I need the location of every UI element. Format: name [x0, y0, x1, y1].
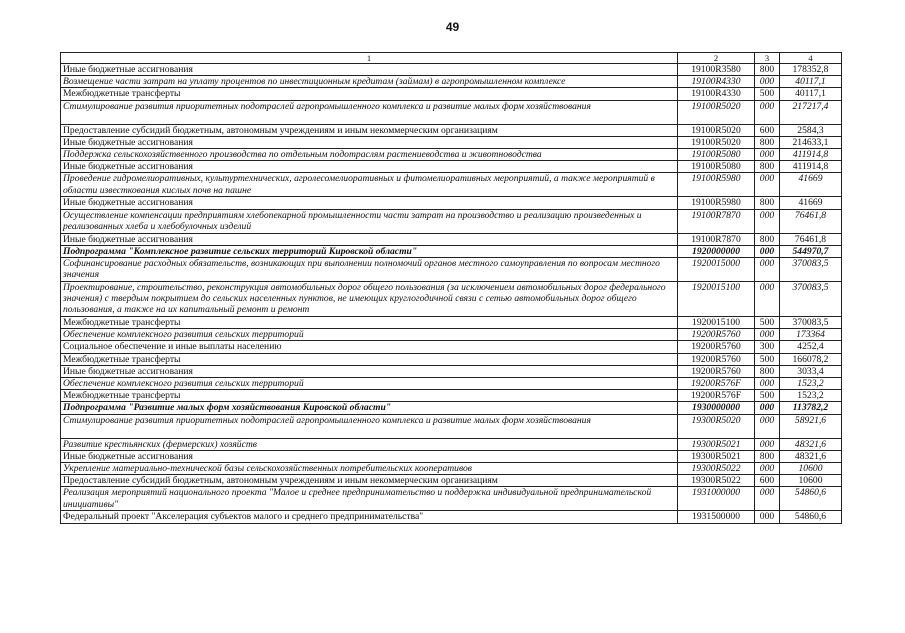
budget-code: 1920015000 — [678, 258, 755, 282]
row-name: Реализация мероприятий национального проекта "Малое и среднее предпринимательство и поддержка индивидуальной предпринимательской инициативы" — [61, 487, 678, 511]
budget-code: 19100R5980 — [678, 173, 755, 197]
table-row — [61, 414, 842, 438]
budget-code: 1920000000 — [678, 245, 755, 257]
expense-type: 000 — [755, 245, 780, 257]
table-row — [61, 450, 842, 462]
expense-type: 000 — [755, 487, 780, 511]
amount: 2584,3 — [780, 124, 842, 136]
row-name: Стимулирование развития приоритетных подотраслей агропромышленного комплекса и развитие малых форм хозяйствования — [61, 100, 678, 124]
amount: 217217,4 — [780, 100, 842, 124]
amount: 370083,5 — [780, 317, 842, 329]
amount: 370083,5 — [780, 282, 842, 317]
expense-type: 000 — [755, 100, 780, 124]
column-number: 3 — [755, 53, 780, 64]
amount: 40117,1 — [780, 88, 842, 100]
column-number: 4 — [780, 53, 842, 64]
amount: 544970,7 — [780, 245, 842, 257]
table-row — [61, 76, 842, 88]
table-row — [61, 149, 842, 161]
row-name: Иные бюджетные ассигнования — [61, 136, 678, 148]
row-name: Софинансирование расходных обязательств, возникающих при выполнении полномочий органов местного самоуправления по вопросам местного значения — [61, 258, 678, 282]
expense-type: 300 — [755, 341, 780, 353]
expense-type: 800 — [755, 64, 780, 76]
amount: 411914,8 — [780, 149, 842, 161]
budget-code: 1920015100 — [678, 317, 755, 329]
amount: 4252,4 — [780, 341, 842, 353]
expense-type: 000 — [755, 282, 780, 317]
budget-code: 19100R7870 — [678, 209, 755, 233]
amount: 411914,8 — [780, 161, 842, 173]
budget-code: 19300R5021 — [678, 450, 755, 462]
row-name: Иные бюджетные ассигнования — [61, 161, 678, 173]
amount: 54860,6 — [780, 511, 842, 523]
budget-code: 19300R5022 — [678, 463, 755, 475]
amount: 166078,2 — [780, 353, 842, 365]
amount: 10600 — [780, 475, 842, 487]
expense-type: 800 — [755, 197, 780, 209]
expense-type: 000 — [755, 149, 780, 161]
budget-table — [60, 52, 842, 524]
row-name: Осуществление компенсации предприятиям хлебопекарной промышленности части затрат на производство и реализацию произведенных и реализованных хлеба и хлебобулочных изделий — [61, 209, 678, 233]
amount: 113782,2 — [780, 402, 842, 414]
table-row — [61, 463, 842, 475]
table-row — [61, 341, 842, 353]
expense-type: 500 — [755, 88, 780, 100]
column-number: 2 — [678, 53, 755, 64]
budget-code: 19100R5020 — [678, 100, 755, 124]
expense-type: 000 — [755, 258, 780, 282]
table-row — [61, 365, 842, 377]
amount: 76461,8 — [780, 209, 842, 233]
amount: 40117,1 — [780, 76, 842, 88]
amount: 76461,8 — [780, 233, 842, 245]
amount: 173364 — [780, 329, 842, 341]
budget-code: 19100R5080 — [678, 149, 755, 161]
row-name: Возмещение части затрат на уплату процентов по инвестиционным кредитам (займам) в агропромышленном комплексе — [61, 76, 678, 88]
budget-code: 1920015100 — [678, 282, 755, 317]
expense-type: 800 — [755, 136, 780, 148]
row-name: Подпрограмма "Комплексное развитие сельских территорий Кировской области" — [61, 245, 678, 257]
table-row — [61, 438, 842, 450]
row-name: Межбюджетные трансферты — [61, 390, 678, 402]
amount: 214633,1 — [780, 136, 842, 148]
expense-type: 000 — [755, 414, 780, 438]
budget-code: 1930000000 — [678, 402, 755, 414]
budget-code: 19100R7870 — [678, 233, 755, 245]
expense-type: 500 — [755, 353, 780, 365]
expense-type: 000 — [755, 378, 780, 390]
row-name: Межбюджетные трансферты — [61, 317, 678, 329]
amount: 48321,6 — [780, 438, 842, 450]
expense-type: 800 — [755, 450, 780, 462]
table-body — [61, 64, 842, 524]
budget-code: 19200R576F — [678, 390, 755, 402]
amount: 41669 — [780, 197, 842, 209]
row-name: Социальное обеспечение и иные выплаты населению — [61, 341, 678, 353]
table-row — [61, 282, 842, 317]
table-row — [61, 100, 842, 124]
column-number: 1 — [61, 53, 678, 64]
table-row — [61, 475, 842, 487]
budget-code: 19100R4330 — [678, 88, 755, 100]
row-name: Подпрограмма "Развитие малых форм хозяйствования Кировской области" — [61, 402, 678, 414]
expense-type: 600 — [755, 475, 780, 487]
amount: 41669 — [780, 173, 842, 197]
expense-type: 000 — [755, 402, 780, 414]
budget-code: 19200R5760 — [678, 329, 755, 341]
row-name: Иные бюджетные ассигнования — [61, 197, 678, 209]
expense-type: 000 — [755, 511, 780, 523]
amount: 48321,6 — [780, 450, 842, 462]
table-row — [61, 511, 842, 523]
row-name: Проведение гидромелиоративных, культуртехнических, агролесомелиоративных и фитомелиоративных мероприятий, а также мероприятий в области известкования кислых почв на пашне — [61, 173, 678, 197]
row-name: Межбюджетные трансферты — [61, 353, 678, 365]
row-name: Обеспечение комплексного развития сельских территорий — [61, 378, 678, 390]
table-row — [61, 209, 842, 233]
row-name: Иные бюджетные ассигнования — [61, 64, 678, 76]
expense-type: 800 — [755, 233, 780, 245]
amount: 3033,4 — [780, 365, 842, 377]
amount: 178352,8 — [780, 64, 842, 76]
table-row — [61, 64, 842, 76]
row-name: Межбюджетные трансферты — [61, 88, 678, 100]
table-row — [61, 487, 842, 511]
expense-type: 800 — [755, 365, 780, 377]
expense-type: 000 — [755, 76, 780, 88]
row-name: Развитие крестьянских (фермерских) хозяйств — [61, 438, 678, 450]
budget-code: 19100R5980 — [678, 197, 755, 209]
row-name: Федеральный проект "Акселерация субъектов малого и среднего предпринимательства" — [61, 511, 678, 523]
amount: 58921,6 — [780, 414, 842, 438]
row-name: Проектирование, строительство, реконструкция автомобильных дорог общего пользования (за исключением автомобильных дорог федерального значения) с твердым покрытием до сельских населенных пунктов, не имеющих круглогодичной связи с сетью автомобильных дорог общего пользования, а также на их капитальный ремонт и ремонт — [61, 282, 678, 317]
table-row — [61, 136, 842, 148]
budget-code: 19200R5760 — [678, 341, 755, 353]
amount: 1523,2 — [780, 378, 842, 390]
amount: 10600 — [780, 463, 842, 475]
row-name: Укрепление материально-технической базы сельскохозяйственных потребительских кооперативов — [61, 463, 678, 475]
column-number-row — [61, 53, 842, 64]
budget-code: 19200R576F — [678, 378, 755, 390]
budget-code: 19200R5760 — [678, 365, 755, 377]
expense-type: 000 — [755, 329, 780, 341]
table-row — [61, 173, 842, 197]
expense-type: 500 — [755, 390, 780, 402]
budget-code: 19100R4330 — [678, 76, 755, 88]
budget-code: 19100R5020 — [678, 136, 755, 148]
expense-type: 000 — [755, 463, 780, 475]
amount: 1523,2 — [780, 390, 842, 402]
expense-type: 000 — [755, 209, 780, 233]
expense-type: 600 — [755, 124, 780, 136]
table-row — [61, 197, 842, 209]
table-row — [61, 233, 842, 245]
budget-code: 1931000000 — [678, 487, 755, 511]
row-name: Стимулирование развития приоритетных подотраслей агропромышленного комплекса и развитие малых форм хозяйствования — [61, 414, 678, 438]
table-row — [61, 390, 842, 402]
expense-type: 000 — [755, 173, 780, 197]
budget-code: 19100R5020 — [678, 124, 755, 136]
table-row — [61, 353, 842, 365]
row-name: Иные бюджетные ассигнования — [61, 365, 678, 377]
budget-code: 19100R3580 — [678, 64, 755, 76]
expense-type: 800 — [755, 161, 780, 173]
budget-code: 19200R5760 — [678, 353, 755, 365]
amount: 370083,5 — [780, 258, 842, 282]
table-row — [61, 317, 842, 329]
row-name: Иные бюджетные ассигнования — [61, 233, 678, 245]
table-row — [61, 124, 842, 136]
table-row — [61, 88, 842, 100]
row-name: Предоставление субсидий бюджетным, автономным учреждениям и иным некоммерческим организациям — [61, 475, 678, 487]
row-name: Иные бюджетные ассигнования — [61, 450, 678, 462]
table-row — [61, 161, 842, 173]
budget-code: 19300R5022 — [678, 475, 755, 487]
row-name: Предоставление субсидий бюджетным, автономным учреждениям и иным некоммерческим организациям — [61, 124, 678, 136]
table-row — [61, 329, 842, 341]
table-row — [61, 245, 842, 257]
expense-type: 500 — [755, 317, 780, 329]
page-number: 49 — [445, 20, 460, 34]
budget-code: 19100R5080 — [678, 161, 755, 173]
table-row — [61, 378, 842, 390]
row-name: Обеспечение комплексного развития сельских территорий — [61, 329, 678, 341]
table-row — [61, 258, 842, 282]
table-row — [61, 402, 842, 414]
budget-code: 19300R5021 — [678, 438, 755, 450]
expense-type: 000 — [755, 438, 780, 450]
budget-code: 1931500000 — [678, 511, 755, 523]
budget-code: 19300R5020 — [678, 414, 755, 438]
row-name: Поддержка сельскохозяйственного производства по отдельным подотраслям растениеводства и животноводства — [61, 149, 678, 161]
amount: 54860,6 — [780, 487, 842, 511]
